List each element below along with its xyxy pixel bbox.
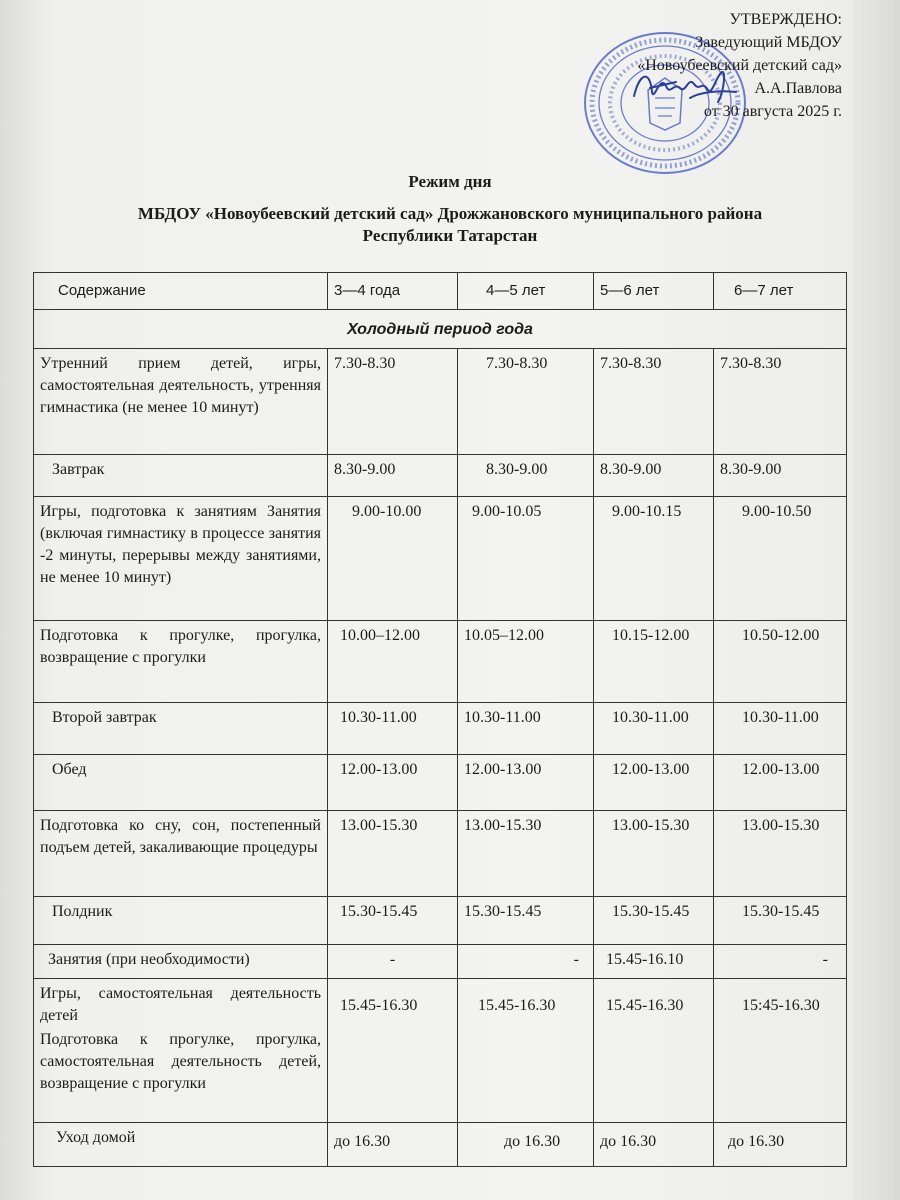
approval-org: «Новоубеевский детский сад»	[637, 57, 842, 74]
table-row	[34, 897, 847, 945]
table-row	[34, 455, 847, 497]
time-cell: 12.00-13.00	[458, 755, 594, 811]
time-cell: 9.00-10.05	[458, 497, 594, 621]
approval-block	[637, 8, 842, 123]
time-cell: до 16.30	[328, 1123, 458, 1167]
time-cell: 7.30-8.30	[594, 349, 714, 455]
time-cell: 9.00-10.15	[594, 497, 714, 621]
table-row	[34, 621, 847, 703]
table-row	[34, 703, 847, 755]
time-cell: 10.15-12.00	[594, 621, 714, 703]
time-cell: 13.00-15.30	[458, 811, 594, 897]
time-cell: 8.30-9.00	[458, 455, 594, 497]
table-row	[34, 811, 847, 897]
activity-cell: Подготовка к прогулке, прогулка, возвращение с прогулки	[34, 621, 328, 703]
time-cell: до 16.30	[714, 1123, 847, 1167]
time-cell: 15.30-15.45	[328, 897, 458, 945]
approval-position: Заведующий МБДОУ	[695, 34, 842, 51]
header-cell: 6—7 лет	[714, 273, 847, 310]
time-cell: 15.30-15.45	[594, 897, 714, 945]
table-row	[34, 349, 847, 455]
time-cell: 10.30-11.00	[458, 703, 594, 755]
time-cell: 10.30-11.00	[328, 703, 458, 755]
time-cell: 13.00-15.30	[594, 811, 714, 897]
activity-cell: Игры, подготовка к занятиям Занятия (включая гимнастику в процессе занятия -2 минуты, перерывы между занятиями, не менее 10 минут)	[34, 497, 328, 621]
time-cell: 15.45-16.30	[594, 979, 714, 1123]
time-cell: 12.00-13.00	[714, 755, 847, 811]
time-cell: 10.50-12.00	[714, 621, 847, 703]
document-subtitle: МБДОУ «Новоубеевский детский сад» Дрожжановского муниципального района	[137, 204, 763, 223]
table-row	[34, 755, 847, 811]
period-row	[34, 310, 847, 349]
time-cell: 7.30-8.30	[714, 349, 847, 455]
time-cell: 10.30-11.00	[594, 703, 714, 755]
activity-text: Игры, самостоятельная деятельность детей	[40, 985, 321, 1024]
time-cell: 15.45-16.10	[594, 945, 714, 979]
time-cell: 15.45-16.30	[328, 979, 458, 1123]
approval-heading: УТВЕРЖДЕНО:	[729, 11, 842, 28]
time-cell: 15.30-15.45	[458, 897, 594, 945]
time-cell: 12.00-13.00	[594, 755, 714, 811]
table-row	[34, 497, 847, 621]
time-cell: 13.00-15.30	[714, 811, 847, 897]
time-cell: 12.00-13.00	[328, 755, 458, 811]
header-cell: Содержание	[34, 273, 328, 310]
document-subtitle-region: Республики Татарстан	[362, 226, 538, 245]
time-cell: -	[714, 945, 847, 979]
time-cell: 15:45-16.30	[714, 979, 847, 1123]
time-cell: 8.30-9.00	[714, 455, 847, 497]
time-cell: 10.00–12.00	[328, 621, 458, 703]
time-cell: 8.30-9.00	[594, 455, 714, 497]
table-row	[34, 945, 847, 979]
time-cell: 9.00-10.50	[714, 497, 847, 621]
time-cell: до 16.30	[594, 1123, 714, 1167]
time-cell: 10.05–12.00	[458, 621, 594, 703]
activity-text-secondary: Подготовка к прогулке, прогулка, самостоятельная деятельность детей, возвращение с прогулки	[40, 1031, 321, 1092]
header-cell: 4—5 лет	[458, 273, 594, 310]
time-cell: 7.30-8.30	[328, 349, 458, 455]
approval-date: от 30 августа 2025 г.	[703, 103, 842, 120]
activity-cell: Подготовка ко сну, сон, постепенный подъем детей, закаливающие процедуры	[34, 811, 328, 897]
activity-cell: Завтрак	[34, 455, 328, 497]
time-cell: 10.30-11.00	[714, 703, 847, 755]
activity-cell: Уход домой	[34, 1123, 328, 1167]
daily-schedule-table	[33, 272, 847, 1167]
time-cell: 15.30-15.45	[714, 897, 847, 945]
time-cell: 8.30-9.00	[328, 455, 458, 497]
time-cell: 13.00-15.30	[328, 811, 458, 897]
time-cell: до 16.30	[458, 1123, 594, 1167]
activity-cell	[34, 979, 328, 1123]
approval-signer: А.А.Павлова	[754, 80, 842, 97]
time-cell: 7.30-8.30	[458, 349, 594, 455]
activity-cell: Занятия (при необходимости)	[34, 945, 328, 979]
header-cell: 3—4 года	[328, 273, 458, 310]
activity-cell: Второй завтрак	[34, 703, 328, 755]
document-title: Режим дня	[408, 172, 492, 191]
activity-cell: Обед	[34, 755, 328, 811]
table-header-row	[34, 273, 847, 310]
table-row	[34, 979, 847, 1123]
time-cell: 9.00-10.00	[328, 497, 458, 621]
activity-cell: Полдник	[34, 897, 328, 945]
time-cell: -	[328, 945, 458, 979]
time-cell: 15.45-16.30	[458, 979, 594, 1123]
header-cell: 5—6 лет	[594, 273, 714, 310]
period-label: Холодный период года	[34, 310, 847, 349]
table-row	[34, 1123, 847, 1167]
activity-cell: Утренний прием детей, игры, самостоятельная деятельность, утренняя гимнастика (не менее 10 минут)	[34, 349, 328, 455]
time-cell: -	[458, 945, 594, 979]
